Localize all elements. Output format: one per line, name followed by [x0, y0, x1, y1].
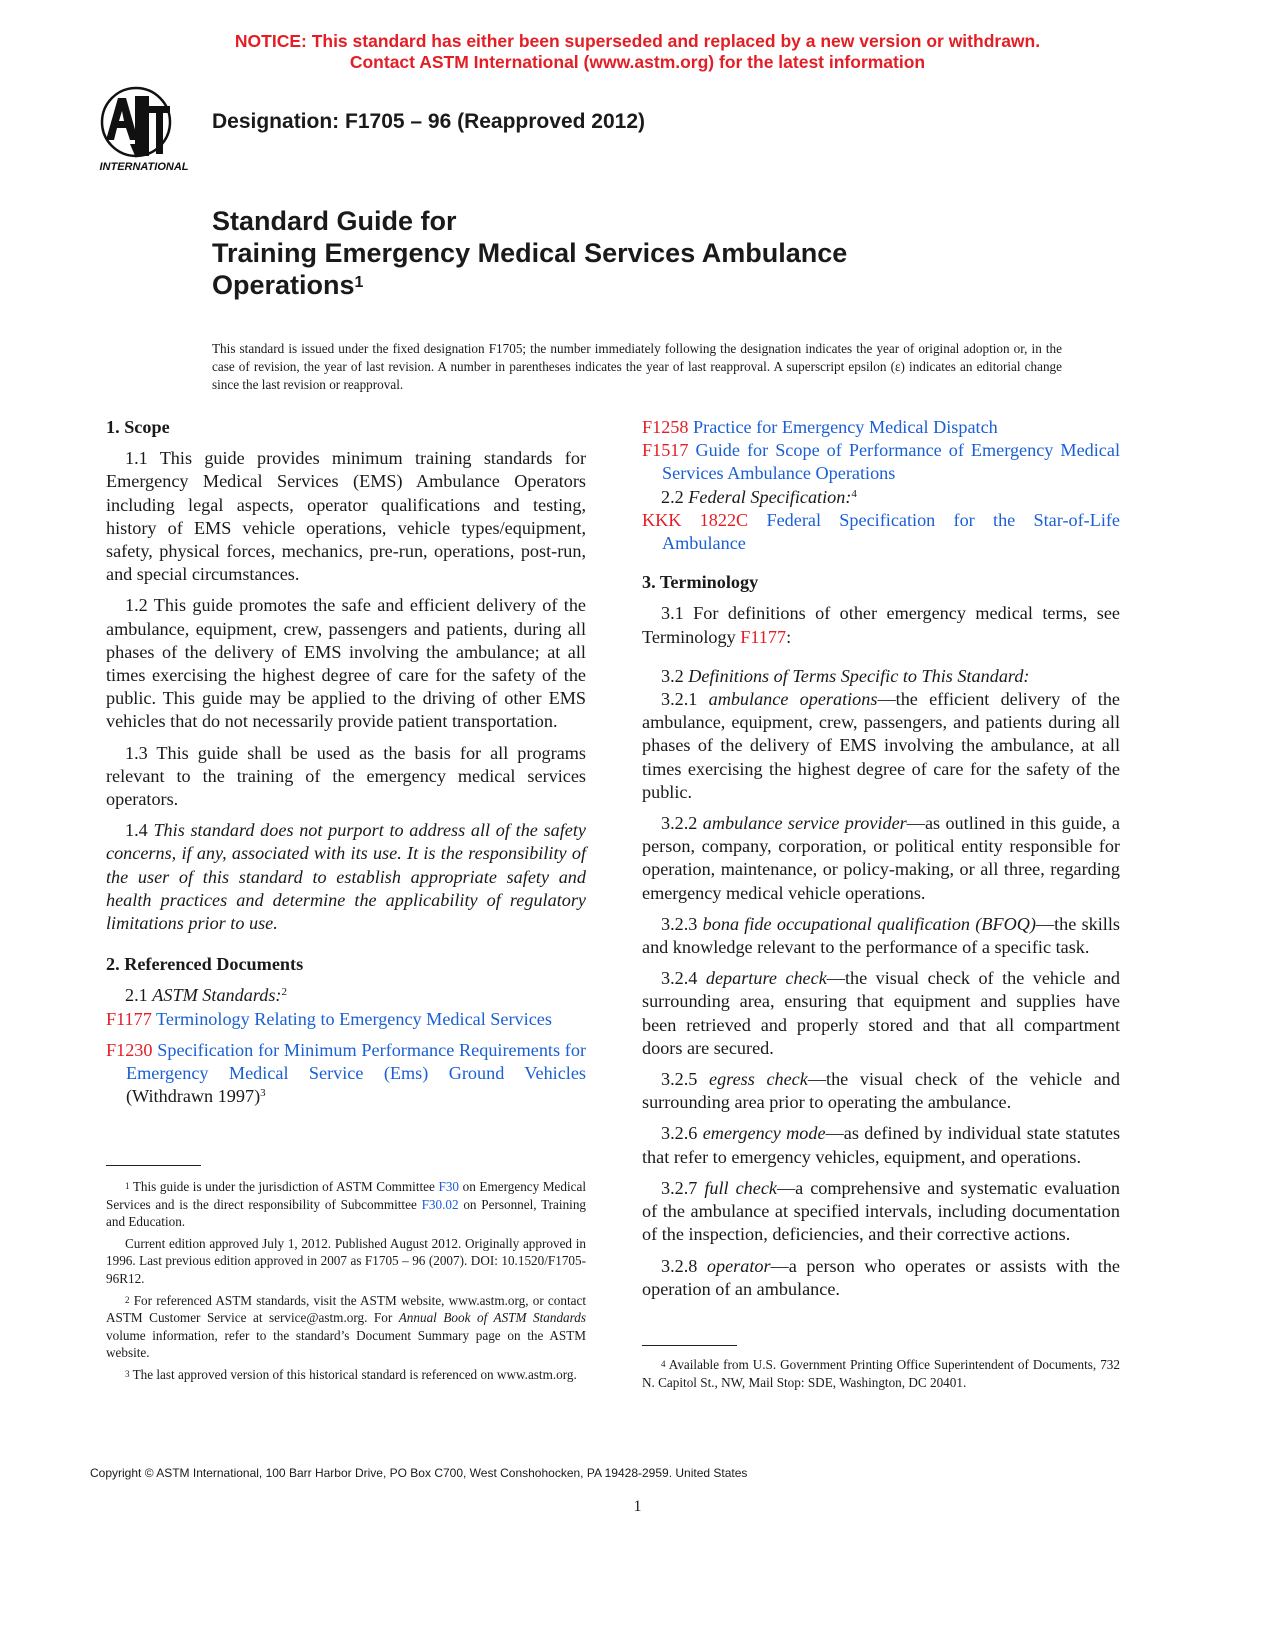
committee-f30-link[interactable]: F30	[438, 1179, 460, 1194]
footnote-2: $^2$ For referenced ASTM standards, visit the ASTM website, www.astm.org, or contact ASTM Customer Service at service@astm.org. For Annual Book of ASTM Standards volume information, refer to the standard’s Document Summary page on the ASTM website.	[106, 1292, 587, 1361]
withdrawal-notice	[0, 31, 1275, 73]
astm-standards-label: 2.1 ASTM Standards:$^2$	[125, 985, 287, 1006]
title-line-1: Standard Guide for	[212, 206, 457, 236]
title-footnote-mark: 1	[354, 274, 364, 291]
page-number: 1	[633, 1498, 642, 1515]
definition-3-2-5: 3.2.5 egress check—the visual check of the vehicle and surrounding area prior to operating the ambulance.	[642, 1069, 1120, 1113]
definition-3-2-7: 3.2.7 full check—a comprehensive and systematic evaluation of the ambulance at specified intervals, including documentation of the inspection, deficiencies, and their corrective actions.	[642, 1177, 1121, 1245]
reference-f1517[interactable]: F1517 Guide for Scope of Performance of Emergency Medical Services Ambulance Operations	[642, 440, 1120, 484]
astm-logo	[90, 84, 198, 174]
paragraph-3-1: 3.1 For definitions of other emergency medical terms, see Terminology F1177:	[642, 603, 1120, 647]
definition-3-2-2: 3.2.2 ambulance service provider—as outlined in this guide, a person, company, corporation, or political entity responsible for operation, maintenance, or policy-making, or all three, regarding emergency medical vehicle operations.	[642, 813, 1120, 903]
document-title	[212, 205, 847, 301]
footnote-4: $^4$ Available from U.S. Government Printing Office Superintendent of Documents, 732 N. Capitol St., NW, Mail Stop: SDE, Washington, DC 20401.	[642, 1357, 1120, 1390]
definition-3-2-8: 3.2.8 operator—a person who operates or assists with the operation of an ambulance.	[642, 1255, 1120, 1299]
footnotes-left	[106, 1178, 586, 1384]
definition-3-2-4: 3.2.4 departure check—the visual check of the vehicle and surrounding area, ensuring that equipment and supplies have been retrieved and properly stored and that all compartment doors are secured.	[642, 968, 1121, 1058]
left-column	[106, 416, 586, 1108]
definition-3-2-6: 3.2.6 emergency mode—as defined by individual state statutes that refer to emergency vehicles, equipment, and operations.	[642, 1123, 1121, 1167]
footnote-1-edition: Current edition approved July 1, 2012. Published August 2012. Originally approved in 1996. Last previous edition approved in 2007 as F1705 – 96 (2007). DOI: 10.1520/F1705-96R12.	[106, 1235, 586, 1286]
footnotes-right	[642, 1356, 1120, 1391]
footnote-rule-left	[106, 1165, 201, 1166]
federal-specification-label: 2.2 Federal Specification:$^4$	[661, 486, 857, 507]
copyright-line: Copyright © ASTM International, 100 Barr Harbor Drive, PO Box C700, West Conshohocken, PA 19428-2959. United States	[90, 1466, 748, 1480]
footnote-3: $^3$ The last approved version of this historical standard is referenced on www.astm.org.	[125, 1366, 577, 1382]
reference-f1258[interactable]: F1258 Practice for Emergency Medical Dispatch	[642, 417, 998, 437]
definition-3-2-1: 3.2.1 ambulance operations—the efficient delivery of the ambulance, equipment, crew, passengers, and patients during all phases of the delivery of EMS involving the ambulance, at all times exercising the highest degree of care for the safety of the public.	[642, 689, 1121, 802]
footnote-1: $^1$ This guide is under the jurisdiction of ASTM Committee F30 on Emergency Medical Services and is the direct responsibility of Subcommittee F30.02 on Personnel, Training and Education.	[106, 1179, 587, 1230]
terminology-f1177-link[interactable]: F1177	[740, 626, 787, 647]
scope-heading: 1. Scope	[106, 417, 170, 437]
terminology-heading: 3. Terminology	[642, 572, 759, 593]
paragraph-1-1: 1.1 This guide provides minimum training standards for Emergency Medical Services (EMS) Ambulance Operators including legal aspects, operator qualifications and testing, history of EMS vehicle operations, vehicle types/equipment, safety, physical forces, mechanics, pre-run, operations, post-run, and special circumstances.	[106, 448, 586, 585]
designation: Designation: F1705 – 96 (Reapproved 2012)	[212, 110, 645, 133]
paragraph-3-2: 3.2 Definitions of Terms Specific to This Standard:	[661, 665, 1030, 686]
logo-text: INTERNATIONAL	[99, 161, 189, 173]
definition-3-2-3: 3.2.3 bona fide occupational qualification (BFOQ)—the skills and knowledge relevant to the performance of a specific task.	[642, 913, 1120, 958]
issuance-statement: This standard is issued under the fixed designation F1705; the number immediately following the designation indicates the year of original adoption or, in the case of revision, the year of last revision. A number in parentheses indicates the year of last reapproval. A superscript epsilon (ε) indicates an editorial change since the last revision or reapproval.	[212, 341, 1062, 392]
notice-line-1: NOTICE: This standard has either been superseded and replaced by a new version or withdrawn.	[234, 31, 1041, 51]
references-heading: 2. Referenced Documents	[106, 954, 304, 975]
reference-kkk-1822c[interactable]: KKK 1822C Federal Specification for the Star-of-Life Ambulance	[642, 509, 1121, 554]
reference-f1177[interactable]: F1177 Terminology Relating to Emergency Medical Services	[106, 1008, 552, 1029]
reference-f1230[interactable]: F1230 Specification for Minimum Performance Requirements for Emergency Medical Service (Ems) Ground Vehicles (Withdrawn 1997)$^3$	[106, 1039, 587, 1107]
right-column	[642, 416, 1120, 1301]
paragraph-1-2: 1.2 This guide promotes the safe and efficient delivery of the ambulance, equipment, crew, passengers and patients, during all phases of the delivery of EMS involving the ambulance; at all times exercising the highest degree of care for the safety of the public. This guide may be applied to the driving of other EMS vehicles that do not necessarily provide patient transportation.	[106, 595, 586, 732]
notice-line-2: Contact ASTM International (www.astm.org) for the latest information	[349, 52, 926, 72]
footnote-rule-right	[642, 1345, 737, 1346]
title-line-2: Training Emergency Medical Services Ambulance	[212, 238, 848, 268]
subcommittee-f30-02-link[interactable]: F30.02	[421, 1196, 459, 1212]
paragraph-1-3: 1.3 This guide shall be used as the basis for all programs relevant to the training of the emergency medical services operators.	[106, 742, 586, 810]
title-line-3: Operations$^1$	[212, 270, 364, 300]
paragraph-1-4: 1.4 This standard does not purport to address all of the safety concerns, if any, associated with its use. It is the responsibility of the user of this standard to establish appropriate safety and health practices and determine the applicability of regulatory limitations prior to use.	[106, 820, 586, 934]
